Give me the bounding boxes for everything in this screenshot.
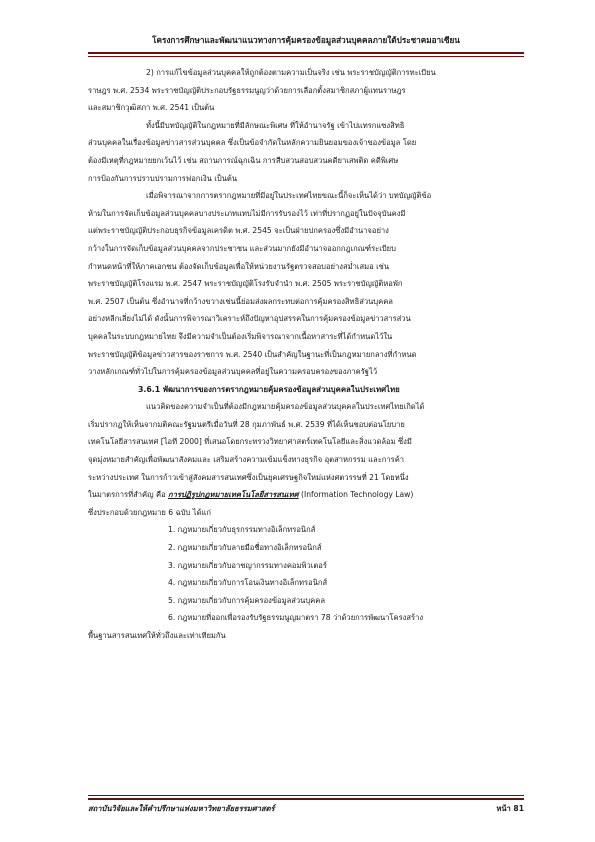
text-line: กว้างในการจัดเก็บข้อมูลส่วนบุคคลจากประชาชน และส่วนมากยังมีอำนาจออกกฎเกณฑ์ระเบียบ (88, 243, 396, 253)
list-item: 5. กฎหมายเกี่ยวกับการคุ้มครองข้อมูลส่วนบุคคล (168, 595, 325, 605)
text-line: ต้องมีเหตุที่กฎหมายยกเว้นไว้ เช่น สถานการณ์ฉุกเฉิน การสืบสวนสอบสวนคดียาเสพติด คดีพิเศษ (88, 155, 399, 165)
list-item: 6. กฎหมายที่ออกเพื่อรองรับรัฐธรรมนูญมาตรา 78 ว่าด้วยการพัฒนาโครงสร้าง (168, 613, 424, 623)
section-heading: 3.6.1 พัฒนาการของการตรากฎหมายคุ้มครองข้อมูลส่วนบุคคลในประเทศไทย (138, 384, 400, 394)
text-line: ห้ามในการจัดเก็บข้อมูลส่วนบุคคลบางประเภทแทบไม่มีการรับรองไว้ เท่าที่ปรากฏอยู่ในปัจจุบันคงมี (88, 208, 406, 218)
paragraph-4 (88, 398, 522, 521)
header-rule (88, 52, 524, 54)
page-number: หน้า 81 (496, 804, 524, 813)
text-line (88, 486, 522, 504)
running-header: โครงการศึกษาและพัฒนาแนวทางการคุ้มครองข้อมูลส่วนบุคคลภายใต้ประชาคมอาเซียน (152, 35, 460, 45)
text-line: ทั้งนี้มีบทบัญญัติในกฎหมายที่มีลักษณะพิเศษ ที่ให้อำนาจรัฐ เข้าไปแทรกแซงสิทธิ (146, 120, 405, 130)
list-item: 4. กฎหมายเกี่ยวกับการโอนเงินทางอิเล็กทรอนิกส์ (168, 578, 328, 588)
text-line: บุคคลในระบบกฎหมายไทย จึงมีความจำเป็นต้องเริ่มพิจารณาจากเนื้อหาสาระที่ได้กำหนดไว้ใน (88, 331, 393, 341)
list-item: 2. กฎหมายเกี่ยวกับลายมือชื่อทางอิเล็กทรอนิกส์ (168, 543, 322, 553)
text-line: พื้นฐานสารสนเทศให้ทั่วถึงและเท่าเทียมกัน (88, 631, 226, 640)
text-line: พ.ศ. 2507 เป็นต้น ซึ่งอำนาจที่กว้างขวางเช่นนี้ย่อมส่งผลกระทบต่อการคุ้มครองสิทธิส่วนบุคคล (88, 296, 393, 306)
text-line: 2) การแก้ไขข้อมูลส่วนบุคคลให้ถูกต้องตามความเป็นจริง เช่น พระราชบัญญัติการทะเบียน (146, 68, 436, 77)
text-span: (Information Technology Law) (298, 490, 414, 500)
text-line: เริ่มปรากฏให้เห็นจากมติคณะรัฐมนตรีเมื่อวันที่ 28 กุมภาพันธ์ พ.ศ. 2539 ที่ได้เห็นชอบต่อนโยบาย (88, 419, 405, 429)
emphasis-text: การปฏิรูปกฎหมายเทคโนโลยีสารสนเทศ (168, 490, 299, 500)
footer-institution: สถาบันวิจัยและให้คำปรึกษาแห่งมหาวิทยาลัยธรรมศาสตร์ (88, 804, 275, 813)
text-line: อย่างหลีกเลี่ยงไม่ได้ ดังนั้นการพิจารณาวิเคราะห์ถึงปัญหาอุปสรรคในการคุ้มครองข้อมูลข่าวสารส่วน (88, 314, 411, 324)
paragraph-2 (88, 117, 522, 187)
text-line: การป้องกันการปราบปรามการฟอกเงิน เป็นต้น (88, 173, 238, 183)
list-item: 3. กฎหมายเกี่ยวกับอาชญากรรมทางคอมพิวเตอร์ (168, 560, 327, 570)
document-body (88, 64, 522, 645)
paragraph-3 (88, 187, 522, 381)
text-line: เมื่อพิจารณาจากการตรากฎหมายที่มีอยู่ในประเทศไทยขณะนี้ก็จะเห็นได้ว่า บทบัญญัติข้อ (146, 191, 432, 201)
list-item: 1. กฎหมายเกี่ยวกับธุรกรรมทางอิเล็กทรอนิกส์ (168, 525, 316, 535)
text-line: จุดมุ่งหมายสำคัญเพื่อพัฒนาสังคมและ เสริมสร้างความเข้มแข็งทางธุรกิจ อุตสาหกรรม และการค้า (88, 455, 405, 465)
text-line: วางหลักเกณฑ์ทั่วไปในการคุ้มครองข้อมูลส่วนบุคคลที่อยู่ในความครอบครองของภาครัฐไว้ (88, 367, 378, 377)
text-line: กำหนดหน้าที่ให้ภาคเอกชน ต้องจัดเก็บข้อมูลเพื่อให้หน่วยงานรัฐตรวจสอบอย่างสม่ำเสมอ เช่น (88, 261, 390, 271)
text-line: ส่วนบุคคลในเรื่องข้อมูลข่าวสารส่วนบุคคล ซึ่งเป็นข้อจำกัดในหลักความยินยอมของเจ้าของข้อมูล โดย (88, 138, 417, 148)
text-line: เทคโนโลยีสารสนเทศ [ไอที 2000] ที่เสนอโดยกระทรวงวิทยาศาสตร์เทคโนโลยีและสิ่งแวดล้อม ซึ่งมี (88, 437, 412, 447)
text-line: แต่พระราชบัญญัติประกอบธุรกิจข้อมูลเครดิต พ.ศ. 2545 จะเป็นฝ่ายปกครองซึ่งมีอำนาจอย่าง (88, 226, 389, 236)
text-line: และสมาชิกวุฒิสภา พ.ศ. 2541 เป็นต้น (88, 103, 215, 113)
text-line: ราษฎร พ.ศ. 2534 พระราชบัญญัติประกอบรัฐธรรมนูญว่าด้วยการเลือกตั้งสมาชิกสภาผู้แทนราษฎร (88, 85, 406, 95)
text-line: แนวคิดของความจำเป็นที่ต้องมีกฎหมายคุ้มครองข้อมูลส่วนบุคคลในประเทศไทยเกิดได้ (146, 402, 425, 412)
text-line: ซึ่งประกอบด้วยกฎหมาย 6 ฉบับ ได้แก่ (88, 507, 212, 517)
paragraph-1 (88, 64, 522, 117)
text-span: ในมาตรการที่สำคัญ คือ (88, 490, 169, 500)
text-line: ระหว่างประเทศ ในการก้าวเข้าสู่สังคมสารสนเทศซึ่งเป็นยุคเศรษฐกิจใหม่แห่งศตวรรษที่ 21 โดยหนึ่ง (88, 472, 409, 482)
text-line: พระราชบัญญัติข้อมูลข่าวสารของราชการ พ.ศ. 2540 เป็นสำคัญในฐานะที่เป็นกฎหมายกลางที่กำหนด (88, 349, 417, 359)
header-rule-thin (88, 56, 524, 57)
footer-rule-thin (88, 795, 524, 796)
footer-rule (88, 798, 524, 800)
law-list (88, 521, 522, 644)
text-line: พระราชบัญญัติโรงแรม พ.ศ. 2547 พระราชบัญญัติโรงรับจำนำ พ.ศ. 2505 พระราชบัญญัติหอพัก (88, 279, 403, 289)
